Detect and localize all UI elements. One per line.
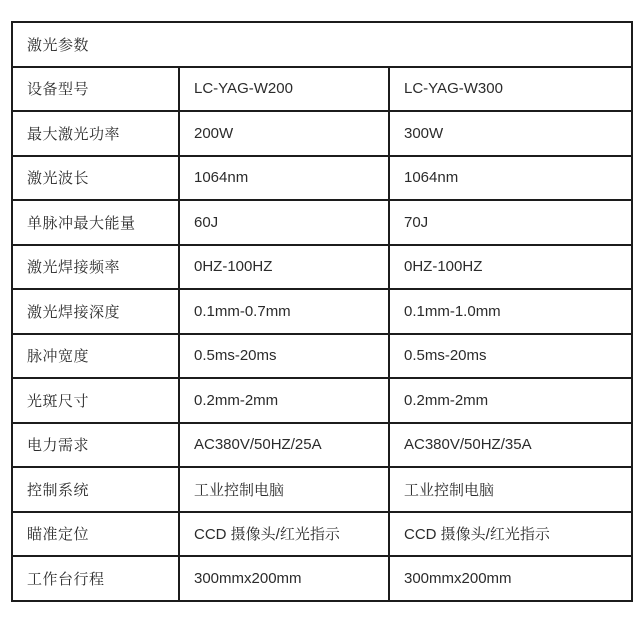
- table-row: [12, 467, 632, 512]
- table-row: [12, 423, 632, 468]
- table-row: [12, 556, 632, 601]
- param-value-w300: 1064nm: [389, 156, 632, 201]
- param-value-w200: 1064nm: [179, 156, 389, 201]
- param-value-w200: 300mmx200mm: [179, 556, 389, 601]
- param-value-w200: 工业控制电脑: [179, 467, 389, 512]
- table-title: 激光参数: [12, 22, 632, 67]
- param-label: 瞄准定位: [12, 512, 179, 557]
- param-label: 激光波长: [12, 156, 179, 201]
- table-row: [12, 334, 632, 379]
- param-label: 光斑尺寸: [12, 378, 179, 423]
- param-value-w200: 0.5ms-20ms: [179, 334, 389, 379]
- table-row: [12, 378, 632, 423]
- table-row: [12, 512, 632, 557]
- param-label: 脉冲宽度: [12, 334, 179, 379]
- table-row: [12, 245, 632, 290]
- param-value-w300: 300mmx200mm: [389, 556, 632, 601]
- param-value-w200: 0HZ-100HZ: [179, 245, 389, 290]
- param-value-w200: LC-YAG-W200: [179, 67, 389, 112]
- table-row: [12, 156, 632, 201]
- param-value-w200: 0.1mm-0.7mm: [179, 289, 389, 334]
- param-label: 最大激光功率: [12, 111, 179, 156]
- table-title-row: [12, 22, 632, 67]
- table-row: [12, 289, 632, 334]
- param-value-w300: 0.2mm-2mm: [389, 378, 632, 423]
- param-value-w300: 70J: [389, 200, 632, 245]
- param-label: 工作台行程: [12, 556, 179, 601]
- param-value-w200: AC380V/50HZ/25A: [179, 423, 389, 468]
- param-value-w300: 0.1mm-1.0mm: [389, 289, 632, 334]
- param-value-w200: CCD 摄像头/红光指示: [179, 512, 389, 557]
- param-label: 设备型号: [12, 67, 179, 112]
- param-value-w300: 300W: [389, 111, 632, 156]
- param-value-w200: 0.2mm-2mm: [179, 378, 389, 423]
- table-row: [12, 111, 632, 156]
- param-value-w300: 0.5ms-20ms: [389, 334, 632, 379]
- table-row: [12, 200, 632, 245]
- param-value-w300: CCD 摄像头/红光指示: [389, 512, 632, 557]
- param-value-w300: 0HZ-100HZ: [389, 245, 632, 290]
- param-value-w200: 60J: [179, 200, 389, 245]
- param-label: 激光焊接频率: [12, 245, 179, 290]
- param-label: 单脉冲最大能量: [12, 200, 179, 245]
- param-value-w200: 200W: [179, 111, 389, 156]
- param-label: 激光焊接深度: [12, 289, 179, 334]
- param-label: 电力需求: [12, 423, 179, 468]
- param-value-w300: 工业控制电脑: [389, 467, 632, 512]
- table-row: [12, 67, 632, 112]
- laser-parameters-table: [11, 21, 633, 602]
- param-label: 控制系统: [12, 467, 179, 512]
- param-value-w300: LC-YAG-W300: [389, 67, 632, 112]
- param-value-w300: AC380V/50HZ/35A: [389, 423, 632, 468]
